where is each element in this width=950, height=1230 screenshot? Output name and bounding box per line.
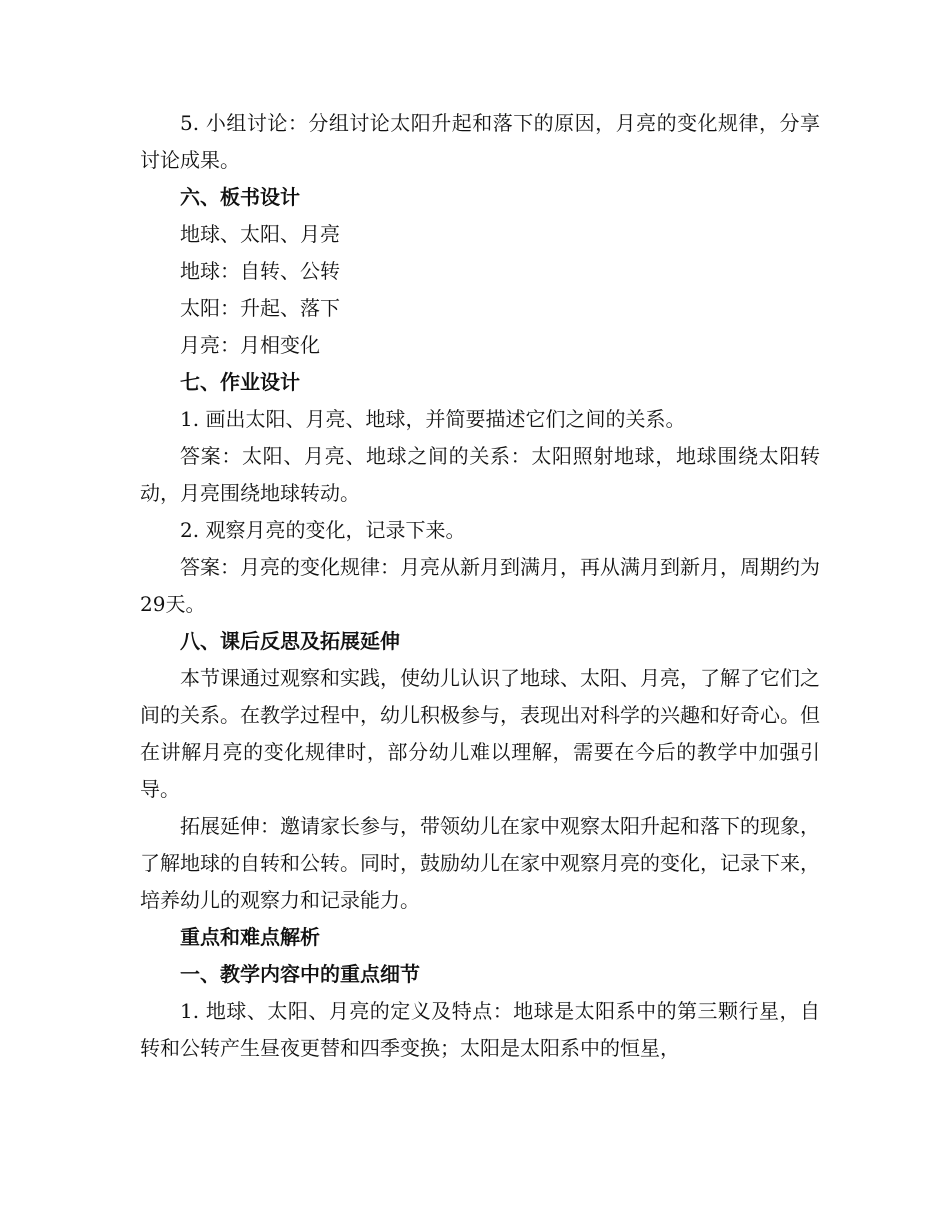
- heading-homework-design: 七、作业设计: [180, 370, 300, 394]
- homework-item-2: 2. 观察月亮的变化，记录下来。: [180, 518, 466, 542]
- paragraph-definitions: 1. 地球、太阳、月亮的定义及特点：地球是太阳系中的第三颗行星，自转和公转产生昼夜更替和四季变换；太阳是太阳系中的恒星，: [140, 999, 820, 1060]
- paragraph-group-discussion: 5. 小组讨论：分组讨论太阳升起和落下的原因，月亮的变化规律，分享讨论成果。: [140, 111, 820, 172]
- heading-board-design: 六、板书设计: [180, 185, 300, 209]
- board-line-sun: 太阳：升起、落下: [180, 296, 340, 320]
- document-page: [140, 105, 820, 1067]
- board-line-earth-sun-moon: 地球、太阳、月亮: [180, 222, 340, 246]
- board-line-earth: 地球：自转、公转: [180, 259, 340, 283]
- homework-answer-1: 答案：太阳、月亮、地球之间的关系：太阳照射地球，地球围绕太阳转动，月亮围绕地球转动。: [140, 444, 820, 505]
- board-line-moon: 月亮：月相变化: [180, 333, 320, 357]
- homework-answer-2: 答案：月亮的变化规律：月亮从新月到满月，再从满月到新月，周期约为29天。: [140, 555, 820, 616]
- heading-key-details: 一、教学内容中的重点细节: [180, 962, 420, 986]
- paragraph-extension: 拓展延伸：邀请家长参与，带领幼儿在家中观察太阳升起和落下的现象，了解地球的自转和公转。同时，鼓励幼儿在家中观察月亮的变化，记录下来，培养幼儿的观察力和记录能力。: [140, 814, 820, 912]
- paragraph-reflection: 本节课通过观察和实践，使幼儿认识了地球、太阳、月亮，了解了它们之间的关系。在教学过程中，幼儿积极参与，表现出对科学的兴趣和好奇心。但在讲解月亮的变化规律时，部分幼儿难以理解，需要在今后的教学中加强引导。: [140, 666, 820, 801]
- homework-item-1: 1. 画出太阳、月亮、地球，并简要描述它们之间的关系。: [180, 407, 686, 431]
- heading-key-difficult-points: 重点和难点解析: [180, 925, 320, 949]
- heading-reflection: 八、课后反思及拓展延伸: [180, 629, 400, 653]
